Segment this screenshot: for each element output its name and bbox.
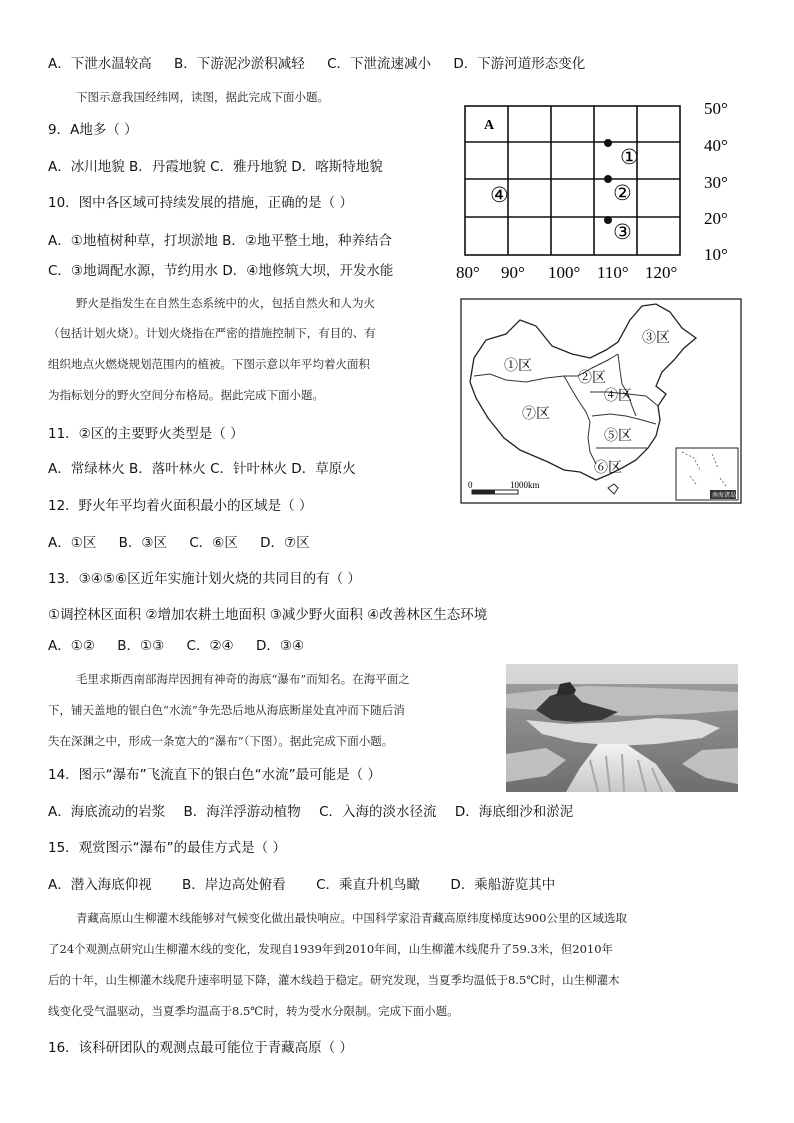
grid-dot-3 [604, 216, 612, 224]
q10-options-cd: C．③地调配水源，节约用水 D．④地修筑大坝，开发水能 [48, 263, 394, 279]
region-label-2: ②区 [578, 371, 606, 386]
lon-label-110: 110° [597, 263, 629, 282]
lon-label-80: 80° [456, 263, 480, 282]
q8-option-a: A．下泄水温较高 [48, 56, 152, 72]
q8-options [48, 55, 585, 73]
falls-intro-line3: 失在深渊之中，形成一条宽大的“瀑布”（下图）。据此完成下面小题。 [48, 734, 394, 748]
underwater-waterfall-photo [506, 664, 738, 792]
q12-stem: 12．野火年平均着火面积最小的区域是（ ） [48, 498, 313, 514]
q13-option-b: B．①③ [117, 638, 165, 654]
grid-marker-3: ③ [613, 220, 632, 244]
grid-dot-1 [604, 139, 612, 147]
plateau-intro-line3: 后的十年，山生柳灌木线爬升速率明显下降，灌木线趋于稳定。研究发现，当夏季均温低于8.5℃时，山生柳灌木 [48, 973, 620, 987]
grid-marker-1: ① [620, 145, 639, 169]
region-label-1: ①区 [504, 359, 532, 374]
q9-stem: 9．A地多（ ） [48, 122, 138, 138]
china-fire-map [460, 298, 742, 504]
q11-options: A．常绿林火 B．落叶林火 C．针叶林火 D．草原火 [48, 461, 356, 477]
region-label-3: ③区 [642, 331, 670, 346]
q10-options-ab: A．①地植树种草，打坝淤地 B．②地平整土地，种养结合 [48, 233, 392, 249]
region-label-5: ⑤区 [604, 429, 632, 444]
q14-stem: 14．图示“瀑布”飞流直下的银白色“水流”最可能是（ ） [48, 767, 381, 783]
plateau-intro-line2: 了24个观测点研究山生柳灌木线的变化，发现自1939年到2010年间，山生柳灌木线爬升了59.3米，但2010年 [48, 942, 614, 956]
q8-option-d: D．下游河道形态变化 [453, 56, 586, 72]
q13-option-d: D．③④ [255, 638, 305, 654]
region-label-6: ⑥区 [594, 461, 622, 476]
q13-option-a: A．①② [48, 638, 95, 654]
q14-option-a: A．海底流动的岩浆 [48, 804, 166, 820]
q15-option-b: B．岸边高处俯看 [182, 877, 286, 893]
q13-choices: ①调控林区面积 ②增加农耕土地面积 ③减少野火面积 ④改善林区生态环境 [48, 607, 488, 623]
q15-option-c: C．乘直升机鸟瞰 [316, 877, 421, 893]
falls-intro-line1: 毛里求斯西南部海岸因拥有神奇的海底“瀑布”而知名。在海平面之 [76, 672, 410, 686]
lon-label-100: 100° [548, 263, 581, 282]
q12-option-d: D．⑦区 [260, 535, 310, 551]
q8-option-b: B．下游泥沙淤积减轻 [174, 56, 305, 72]
q13-stem: 13．③④⑤⑥区近年实施计划火烧的共同目的有（ ） [48, 571, 361, 587]
lon-label-90: 90° [501, 263, 525, 282]
scale-zero: 0 [468, 480, 473, 490]
grid-dot-2 [604, 175, 612, 183]
lon-label-120: 120° [645, 263, 678, 282]
lat-label-50: 50° [704, 99, 728, 118]
inset-label: 南海诸岛 [712, 493, 737, 499]
q13-options [48, 637, 304, 655]
region-label-7: ⑦区 [522, 407, 550, 422]
plateau-intro-line4: 线变化受气温驱动，当夏季均温高于8.5℃时，转为受水分限制。完成下面小题。 [48, 1004, 459, 1018]
q9-options: A．冰川地貌 B．丹霞地貌 C．雅丹地貌 D．喀斯特地貌 [48, 159, 383, 175]
scale-label: 1000km [510, 480, 540, 490]
q14-option-d: D．海底细沙和淤泥 [454, 804, 574, 820]
falls-intro-line2: 下，铺天盖地的银白色“水流”争先恐后地从海底断崖处直冲而下随后消 [48, 703, 405, 717]
grid-intro: 下图示意我国经纬网，读图，据此完成下面小题。 [76, 90, 329, 104]
q15-stem: 15．观赏图示“瀑布”的最佳方式是（ ） [48, 840, 286, 856]
q15-option-a: A．潜入海底仰视 [48, 877, 152, 893]
fire-intro-line3: 组织地点火燃烧规划范围内的植被。下图示意以年平均着火面积 [48, 357, 370, 371]
grid-marker-4: ④ [490, 183, 509, 207]
fire-intro-line2: （包括计划火烧）。计划火烧指在严密的措施控制下，有目的、有 [48, 326, 376, 340]
q14-option-c: C．入海的淡水径流 [319, 804, 437, 820]
region-label-4: ④区 [604, 389, 632, 404]
q13-option-c: C．②④ [186, 638, 234, 654]
q14-options [48, 803, 573, 821]
lat-label-40: 40° [704, 136, 728, 155]
lat-label-30: 30° [704, 173, 728, 192]
q14-option-b: B．海洋浮游动植物 [183, 804, 301, 820]
q11-stem: 11．②区的主要野火类型是（ ） [48, 426, 244, 442]
q12-option-c: C．⑥区 [189, 535, 238, 551]
lat-label-20: 20° [704, 209, 728, 228]
latlon-grid-map [452, 96, 752, 286]
fire-intro-line1: 野火是指发生在自然生态系统中的火，包括自然火和人为火 [76, 296, 375, 310]
lat-label-10: 10° [704, 245, 728, 264]
fire-intro-line4: 为指标划分的野火空间分布格局。据此完成下面小题。 [48, 388, 324, 402]
q15-option-d: D．乘船游览其中 [450, 877, 556, 893]
q12-option-b: B．③区 [118, 535, 168, 551]
grid-marker-2: ② [613, 181, 632, 205]
q8-option-c: C．下泄流速减小 [327, 56, 432, 72]
grid-cell-a-label: A [484, 118, 495, 133]
q12-options [48, 534, 310, 552]
q16-stem: 16．该科研团队的观测点最可能位于青藏高原（ ） [48, 1040, 353, 1056]
q10-stem: 10．图中各区域可持续发展的措施，正确的是（ ） [48, 195, 353, 211]
q15-options [48, 876, 555, 894]
plateau-intro-line1: 青藏高原山生柳灌木线能够对气候变化做出最快响应。中国科学家沿青藏高原纬度梯度达900公里的区域选取 [76, 911, 627, 925]
q12-option-a: A．①区 [48, 535, 97, 551]
